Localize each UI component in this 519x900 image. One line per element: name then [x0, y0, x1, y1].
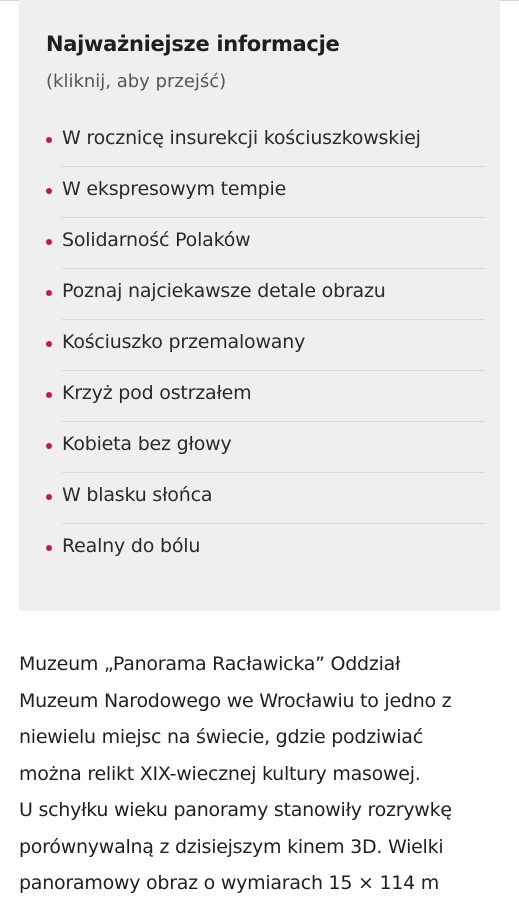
- key-info-item[interactable]: [19, 320, 500, 371]
- key-info-item[interactable]: [19, 473, 500, 524]
- key-info-item[interactable]: [19, 371, 500, 422]
- bullet-icon: [46, 545, 52, 551]
- key-info-item-label[interactable]: W rocznicę insurekcji kościuszkowskiej: [62, 127, 421, 149]
- key-info-item[interactable]: [19, 422, 500, 473]
- article-line: U schyłku wieku panoramy stanowiły rozrywkę: [19, 799, 452, 821]
- key-info-item-label[interactable]: Krzyż pod ostrzałem: [62, 382, 252, 404]
- article-line: Muzeum Narodowego we Wrocławiu to jedno z: [19, 689, 452, 712]
- key-info-item-label[interactable]: Realny do bólu: [62, 535, 201, 557]
- key-info-item-label[interactable]: Kobieta bez głowy: [62, 433, 232, 455]
- key-info-item[interactable]: [19, 218, 500, 269]
- article-line: Muzeum „Panorama Racławicka” Oddział: [19, 653, 401, 675]
- key-info-item-label[interactable]: W blasku słońca: [62, 484, 213, 506]
- key-info-item[interactable]: [19, 269, 500, 320]
- key-info-item-label[interactable]: Poznaj najciekawsze detale obrazu: [62, 280, 386, 302]
- key-info-item-label[interactable]: Solidarność Polaków: [62, 229, 251, 251]
- bullet-icon: [46, 392, 52, 398]
- key-info-item[interactable]: [19, 524, 500, 575]
- key-info-subtitle: (kliknij, aby przejść): [46, 71, 227, 92]
- key-info-item[interactable]: [19, 167, 500, 218]
- article-line: panoramowy obraz o wymiarach 15 × 114 m: [19, 872, 440, 894]
- article-line: można relikt XIX-wiecznej kultury masowej.: [19, 762, 421, 785]
- key-info-box: [19, 0, 500, 611]
- key-info-item-label[interactable]: W ekspresowym tempie: [62, 178, 287, 200]
- key-info-item[interactable]: [19, 116, 500, 167]
- bullet-icon: [46, 188, 52, 194]
- bullet-icon: [46, 443, 52, 449]
- article-line: niewielu miejsc na świecie, gdzie podziwiać: [19, 726, 423, 748]
- bullet-icon: [46, 290, 52, 296]
- bullet-icon: [46, 239, 52, 245]
- bullet-icon: [46, 137, 52, 143]
- bullet-icon: [46, 494, 52, 500]
- key-info-title: Najważniejsze informacje: [46, 32, 340, 56]
- key-info-item-label[interactable]: Kościuszko przemalowany: [62, 331, 306, 353]
- key-info-list: [19, 116, 500, 575]
- article-line: porównywalną z dzisiejszym kinem 3D. Wielki: [19, 835, 444, 858]
- article-paragraph: [19, 646, 509, 900]
- bullet-icon: [46, 341, 52, 347]
